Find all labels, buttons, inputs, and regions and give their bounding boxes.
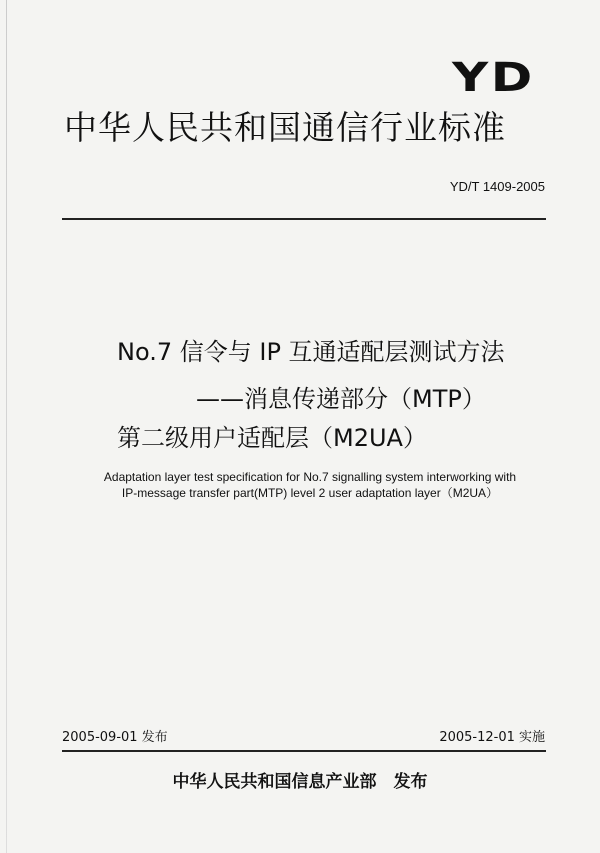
english-title-line-2: IP-message transfer part(MTP) level 2 user adaptation layer（M2UA） [121,486,499,500]
title-line-3: 第二级用户适配层（M2UA） [117,424,427,452]
title-line-1: No.7 信令与 IP 互通适配层测试方法 [117,338,505,366]
footer-divider [62,750,546,752]
standard-code: YD/T 1409-2005 [449,179,545,194]
title-line-2: ——消息传递部分（MTP） [196,385,486,413]
header-divider [62,218,546,220]
scan-margin [6,0,7,853]
issue-date: 2005-09-01 发布 [62,730,168,745]
publisher: 中华人民共和国信息产业部 发布 [172,772,428,792]
effective-date: 2005-12-01 实施 [439,730,545,745]
yd-logo: YD [452,55,535,101]
english-title-line-1: Adaptation layer test specification for No.7 signalling system interworking with [103,470,517,484]
organization-title: 中华人民共和国通信行业标准 [64,108,506,147]
